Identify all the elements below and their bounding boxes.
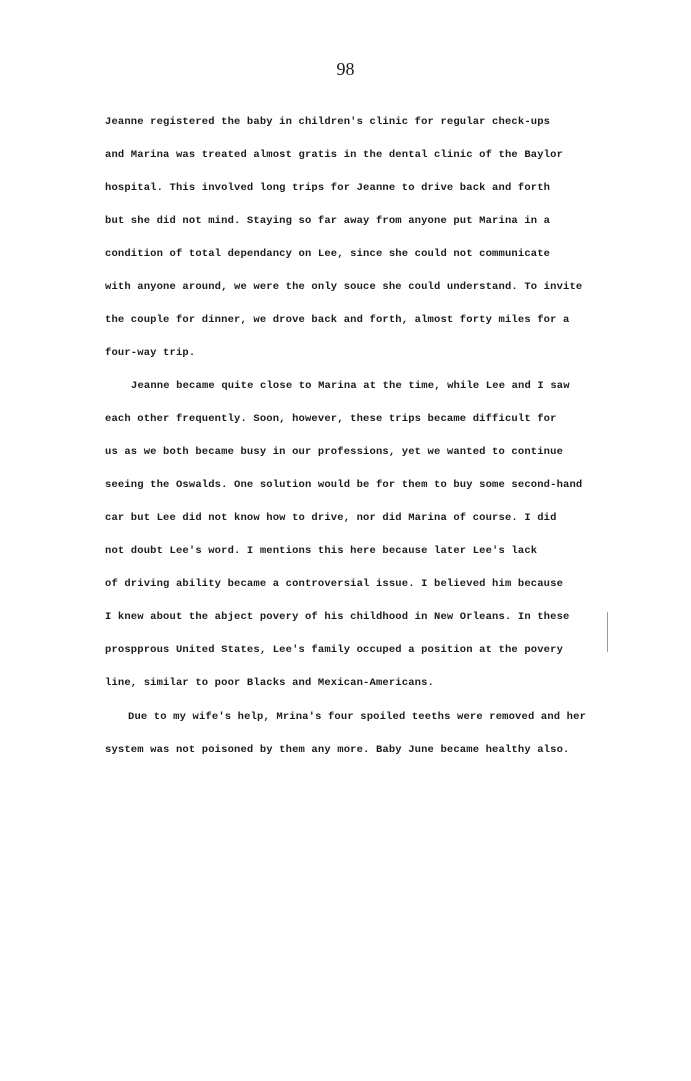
text-line: not doubt Lee's word. I mentions this here because later Lee's lack bbox=[105, 545, 538, 557]
text-line: and Marina was treated almost gratis in the dental clinic of the Baylor bbox=[105, 149, 564, 161]
text-line: us as we both became busy in our professions, yet we wanted to continue bbox=[105, 446, 564, 458]
scan-mark bbox=[607, 612, 608, 652]
page-number: 98 bbox=[336, 59, 355, 79]
text-line: Jeanne registered the baby in children's clinic for regular check-ups bbox=[105, 116, 551, 128]
paragraph-first-line: Jeanne became quite close to Marina at the time, while Lee and I saw bbox=[131, 380, 570, 392]
text-line: of driving ability became a controversial issue. I believed him because bbox=[105, 578, 564, 590]
text-line: line, similar to poor Blacks and Mexican-Americans. bbox=[105, 677, 435, 689]
text-line: car but Lee did not know how to drive, nor did Marina of course. I did bbox=[105, 512, 557, 524]
text-line: four-way trip. bbox=[105, 347, 196, 359]
paragraph-first-line: Due to my wife's help, Mrina's four spoiled teeths were removed and her bbox=[128, 711, 587, 723]
text-line: each other frequently. Soon, however, these trips became difficult for bbox=[105, 413, 557, 425]
text-line: I knew about the abject povery of his childhood in New Orleans. In these bbox=[105, 611, 570, 623]
text-line: but she did not mind. Staying so far away from anyone put Marina in a bbox=[105, 215, 551, 227]
text-line: prospprous United States, Lee's family occuped a position at the povery bbox=[105, 644, 564, 656]
text-line: with anyone around, we were the only souce she could understand. To invite bbox=[105, 281, 583, 293]
text-line: system was not poisoned by them any more. Baby June became healthy also. bbox=[105, 744, 570, 756]
text-line: the couple for dinner, we drove back and forth, almost forty miles for a bbox=[105, 314, 570, 326]
text-line: seeing the Oswalds. One solution would be for them to buy some second-hand bbox=[105, 479, 583, 491]
text-line: hospital. This involved long trips for Jeanne to drive back and forth bbox=[105, 182, 551, 194]
text-line: condition of total dependancy on Lee, since she could not communicate bbox=[105, 248, 551, 260]
